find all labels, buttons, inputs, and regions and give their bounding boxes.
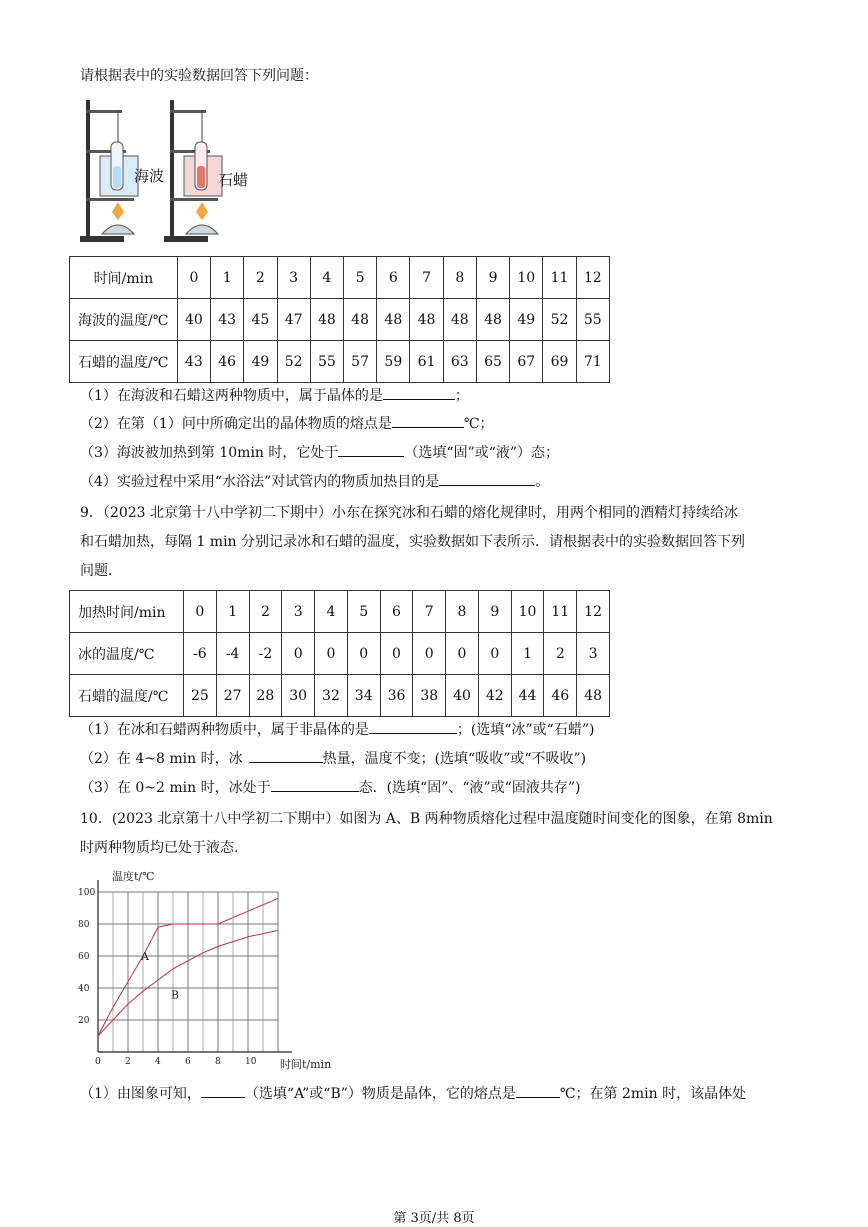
table-cell: 57 (343, 341, 376, 383)
table-cell: 48 (476, 299, 509, 341)
table-cell: 48 (443, 299, 476, 341)
series-label-a: A (141, 950, 149, 963)
y-tick-label: 40 (78, 984, 90, 994)
answer-blank[interactable] (338, 442, 404, 457)
q9-stem-line-1: 9．（2023 北京第十八中学初二下期中）小东在探究冰和石蜡的熔化规律时，用两个相同的酒精灯持续给冰 (80, 505, 738, 521)
table-cell: 48 (310, 299, 343, 341)
q8-item-3 (80, 442, 559, 463)
y-tick-label: 80 (78, 920, 90, 930)
y-tick-label: 60 (78, 952, 90, 962)
table-cell: 0 (282, 633, 315, 675)
q8-item-1 (80, 385, 469, 406)
q8-item-2-text: （2）在第（1）问中所确定出的晶体物质的熔点是 (80, 416, 392, 432)
table-cell: 45 (244, 299, 277, 341)
table-header-cell: 1 (216, 591, 249, 633)
answer-blank[interactable] (392, 413, 464, 428)
x-tick-label: 2 (125, 1057, 131, 1067)
table-row-label: 石蜡的温度/℃ (70, 675, 184, 717)
q10-item-1-tail: ℃；在第 2min 时，该晶体处 (559, 1086, 747, 1102)
table-cell: 63 (443, 341, 476, 383)
table-cell: 2 (544, 633, 577, 675)
table-header-cell: 2 (249, 591, 282, 633)
y-tick-label: 100 (78, 888, 96, 898)
table-header-cell: 6 (380, 591, 413, 633)
table-cell: 48 (410, 299, 443, 341)
chart-x-axis-label: 时间t/min (280, 1058, 332, 1071)
table-header-cell: 加热时间/min (70, 591, 184, 633)
intro-text: 请根据表中的实验数据回答下列问题： (80, 68, 318, 84)
table-cell: 55 (310, 341, 343, 383)
table-cell: 48 (577, 675, 610, 717)
y-tick-label: 20 (78, 1016, 90, 1026)
table-cell: 40 (446, 675, 479, 717)
q9-item-3 (80, 777, 580, 798)
table-cell: 40 (177, 299, 210, 341)
table-header-cell: 2 (244, 257, 277, 299)
q10-stem-line-2: 时两种物质均已处于液态． (80, 840, 248, 856)
table-cell: 0 (446, 633, 479, 675)
table-row-label: 冰的温度/℃ (70, 633, 184, 675)
table-row-label: 海波的温度/℃ (70, 299, 178, 341)
table-header-cell: 7 (410, 257, 443, 299)
page-footer: 第 3页/共 8页 (393, 1211, 475, 1226)
table-cell: 49 (244, 341, 277, 383)
apparatus-left (80, 100, 138, 242)
answer-blank[interactable] (439, 471, 535, 486)
q10-item-1-text: （1）由图象可知， (80, 1086, 201, 1102)
table-header-cell: 9 (476, 257, 509, 299)
q8-item-2-tail: ℃； (463, 416, 494, 432)
table-row-label: 石蜡的温度/℃ (70, 341, 178, 383)
table-cell: 48 (343, 299, 376, 341)
label-shi-la: 石蜡 (218, 171, 249, 189)
q9-item-3-text: （3）在 0~2 min 时，冰处于 (80, 780, 271, 796)
q10-stem-line-1: 10．(2023 北京第十八中学初二下期中）如图为 A、B 两种物质熔化过程中温度随时间变化的图象，在第 8min (80, 811, 773, 827)
x-tick-label: 0 (95, 1057, 101, 1067)
table-cell: 1 (511, 633, 544, 675)
table-row (70, 299, 610, 341)
table-row (70, 675, 610, 717)
table-cell: 25 (184, 675, 217, 717)
table-header-cell: 11 (544, 591, 577, 633)
table-row (70, 633, 610, 675)
table-header-cell: 1 (211, 257, 244, 299)
label-hai-bo: 海波 (134, 167, 165, 185)
q9-item-1 (80, 719, 594, 740)
table-header-cell: 12 (576, 257, 609, 299)
table-header-cell: 11 (543, 257, 576, 299)
table-header-cell: 9 (478, 591, 511, 633)
table-header-cell: 4 (315, 591, 348, 633)
table-cell: -2 (249, 633, 282, 675)
q8-item-4 (80, 471, 549, 492)
q8-item-4-tail: 。 (535, 474, 550, 490)
chart-grid (98, 880, 292, 1052)
q10-item-1 (80, 1083, 746, 1104)
table-header-cell: 0 (177, 257, 210, 299)
series-label-b: B (171, 988, 180, 1002)
table-cell: 0 (478, 633, 511, 675)
q10-item-1-mid: （选填“A”或“B”）物质是晶体，它的熔点是 (244, 1086, 516, 1102)
table-cell: -6 (184, 633, 217, 675)
table-cell: 27 (216, 675, 249, 717)
table-header-cell: 0 (184, 591, 217, 633)
q8-item-3-tail: （选填“固”或“液”）态； (404, 445, 560, 461)
q9-stem-line-3: 问题． (80, 563, 122, 579)
table-cell: 69 (543, 341, 576, 383)
table-cell: 0 (315, 633, 348, 675)
table-cell: 67 (510, 341, 543, 383)
table-ice-shila (69, 590, 610, 717)
table-cell: 55 (576, 299, 609, 341)
table-cell: 42 (478, 675, 511, 717)
answer-blank[interactable] (383, 385, 455, 400)
table-header-cell: 8 (446, 591, 479, 633)
table-cell: 71 (576, 341, 609, 383)
table-cell: 34 (347, 675, 380, 717)
table-cell: 32 (315, 675, 348, 717)
table-cell: 49 (510, 299, 543, 341)
x-tick-label: 6 (185, 1057, 191, 1067)
q9-item-1-tail: ；(选填“冰”或“石蜡”) (456, 722, 595, 738)
table-header-cell: 3 (277, 257, 310, 299)
table-cell: 46 (544, 675, 577, 717)
table-row (70, 591, 610, 633)
table-cell: -4 (216, 633, 249, 675)
apparatus-right (164, 100, 222, 242)
table-cell: 47 (277, 299, 310, 341)
table-cell: 28 (249, 675, 282, 717)
table-header-cell: 3 (282, 591, 315, 633)
table-cell: 65 (476, 341, 509, 383)
answer-blank[interactable] (249, 748, 323, 763)
answer-blank[interactable] (516, 1083, 560, 1098)
table-header-cell: 7 (413, 591, 446, 633)
table-header-cell: 5 (347, 591, 380, 633)
table-header-cell: 时间/min (70, 257, 178, 299)
table-haibo-shila (69, 256, 610, 383)
table-cell: 38 (413, 675, 446, 717)
table-cell: 43 (177, 341, 210, 383)
chart-y-axis-label: 温度t/℃ (112, 870, 155, 883)
x-tick-label: 4 (155, 1057, 161, 1067)
q9-item-2-tail: 热量，温度不变；(选填“吸收”或“不吸收”) (322, 751, 587, 767)
q8-item-1-text: （1）在海波和石蜡这两种物质中，属于晶体的是 (80, 388, 383, 404)
table-header-cell: 10 (511, 591, 544, 633)
table-cell: 36 (380, 675, 413, 717)
table-cell: 3 (577, 633, 610, 675)
table-header-cell: 4 (310, 257, 343, 299)
q9-item-1-text: （1）在冰和石蜡两种物质中，属于非晶体的是 (80, 722, 369, 738)
table-cell: 61 (410, 341, 443, 383)
table-cell: 52 (543, 299, 576, 341)
x-tick-label: 8 (215, 1057, 221, 1067)
q8-item-3-text: （3）海波被加热到第 10min 时，它处于 (80, 445, 339, 461)
q9-item-2-text: （2）在 4~8 min 时，冰 (80, 751, 243, 767)
q8-item-1-tail: ； (454, 388, 469, 404)
answer-blank[interactable] (271, 777, 359, 792)
table-header-cell: 10 (510, 257, 543, 299)
table-header-cell: 12 (577, 591, 610, 633)
table-header-cell: 8 (443, 257, 476, 299)
table-header-cell: 6 (377, 257, 410, 299)
table-header-cell: 5 (343, 257, 376, 299)
table-cell: 0 (347, 633, 380, 675)
apparatus-illustration (76, 96, 276, 248)
temperature-time-chart (76, 866, 346, 1072)
table-row (70, 341, 610, 383)
q8-item-4-text: （4）实验过程中采用“水浴法”对试管内的物质加热目的是 (80, 474, 440, 490)
table-cell: 30 (282, 675, 315, 717)
table-cell: 59 (377, 341, 410, 383)
answer-blank[interactable] (201, 1083, 245, 1098)
table-cell: 48 (377, 299, 410, 341)
table-cell: 43 (211, 299, 244, 341)
table-row (70, 257, 610, 299)
q9-item-2 (80, 748, 586, 769)
q9-item-3-tail: 态．(选填“固”、“液”或“固液共存”) (358, 780, 581, 796)
answer-blank[interactable] (369, 719, 457, 734)
table-cell: 0 (413, 633, 446, 675)
q9-stem-line-2: 和石蜡加热，每隔 1 min 分别记录冰和石蜡的温度，实验数据如下表所示．请根据表中的实验数据回答下列 (80, 534, 746, 550)
table-cell: 46 (211, 341, 244, 383)
table-cell: 52 (277, 341, 310, 383)
x-tick-label: 10 (245, 1057, 257, 1067)
chart-ticks (78, 888, 257, 1067)
q8-item-2 (80, 413, 494, 434)
table-cell: 0 (380, 633, 413, 675)
table-cell: 44 (511, 675, 544, 717)
